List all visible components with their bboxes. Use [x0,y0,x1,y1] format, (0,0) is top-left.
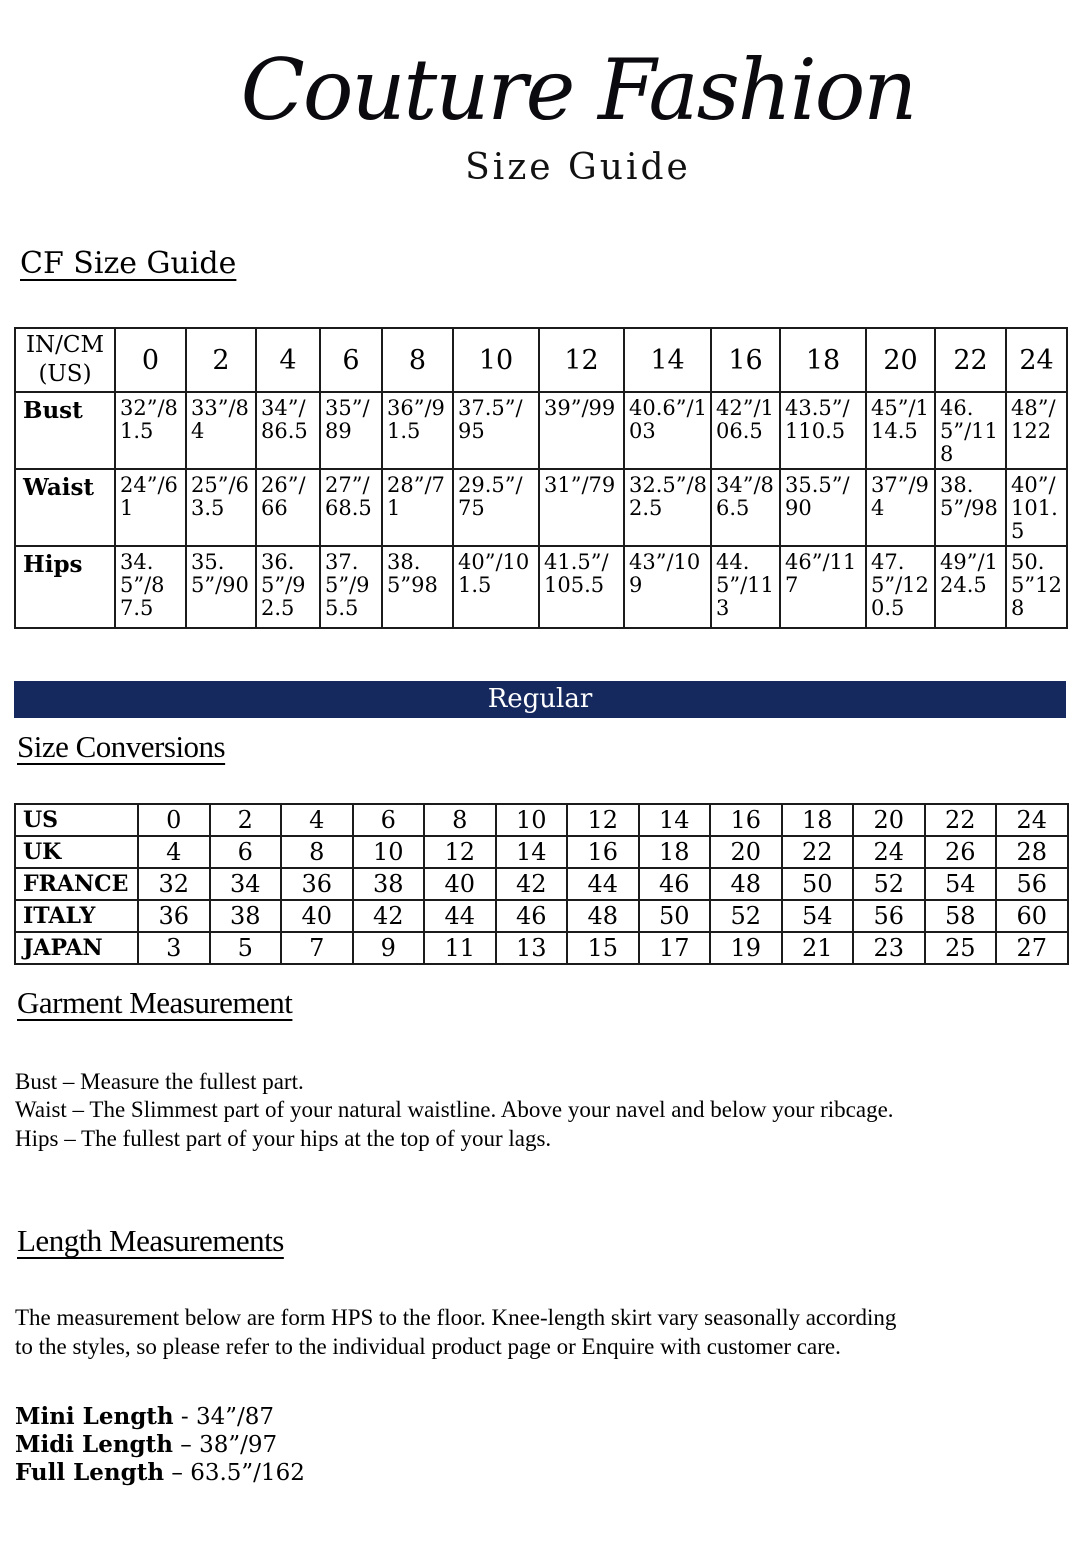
conversion-row [15,932,1068,964]
garment-measurement-lines [15,1068,1080,1154]
conversion-region-label: JAPAN [15,932,138,964]
conversion-size-cell: 42 [353,900,425,932]
measurement-value-cell: 28”/71 [382,469,453,546]
measurement-value-cell: 47.5”/120.5 [866,546,935,628]
conversion-size-cell: 17 [639,932,711,964]
conversion-size-cell: 58 [925,900,997,932]
conversion-region-label: US [15,804,138,836]
conversion-size-cell: 12 [567,804,639,836]
measurement-value-cell: 33”/84 [186,392,256,469]
measurement-value-cell: 25”/63.5 [186,469,256,546]
conversion-size-cell: 18 [782,804,854,836]
conversion-size-cell: 21 [782,932,854,964]
conversion-size-cell: 13 [496,932,568,964]
measurement-value-cell: 41.5”/105.5 [539,546,624,628]
measurement-value-cell: 42”/106.5 [711,392,780,469]
measurement-value-cell: 46.5”/118 [935,392,1006,469]
measurement-value-cell: 29.5”/75 [453,469,539,546]
brand-header [38,0,1080,188]
measurement-row-label: Waist [15,469,115,546]
length-item-value: – 63.5”/162 [164,1460,305,1487]
measurement-value-cell: 40”/101.5 [1006,469,1067,546]
conversion-size-cell: 16 [710,804,782,836]
measurement-value-cell: 36”/91.5 [382,392,453,469]
regular-banner-label: Regular [487,684,593,715]
length-paragraph-line: The measurement below are form HPS to the floor. Knee-length skirt vary seasonally according [15,1305,897,1331]
garment-measurement-line: Waist – The Slimmest part of your natural waistline. Above your navel and below your ribcage. [15,1097,894,1123]
conversion-size-cell: 7 [281,932,353,964]
brand-logo: Couture Fashion [240,41,916,139]
measurement-value-cell: 35”/89 [320,392,382,469]
measurement-row [15,392,1067,469]
measurement-value-cell: 37.5”/95 [453,392,539,469]
conversion-size-cell: 50 [782,868,854,900]
conversion-size-cell: 8 [281,836,353,868]
conversion-size-cell: 5 [210,932,282,964]
conversion-size-cell: 54 [782,900,854,932]
measurement-value-cell: 26”/66 [256,469,320,546]
conversion-region-label: FRANCE [15,868,138,900]
size-measurement-table [14,327,1068,629]
measurement-value-cell: 34.5”/87.5 [115,546,186,628]
measurement-value-cell: 32”/81.5 [115,392,186,469]
conversion-size-cell: 9 [353,932,425,964]
conversion-size-cell: 52 [710,900,782,932]
conversion-size-cell: 2 [210,804,282,836]
measurement-value-cell: 50.5”128 [1006,546,1067,628]
length-item [15,1459,1080,1487]
conversion-size-cell: 42 [496,868,568,900]
measurement-row-label: Hips [15,546,115,628]
conversion-size-cell: 32 [138,868,210,900]
conversion-size-cell: 26 [925,836,997,868]
conversion-size-cell: 4 [281,804,353,836]
measurement-value-cell: 38.5”/98 [935,469,1006,546]
conversion-size-cell: 48 [710,868,782,900]
measurement-value-cell: 38.5”98 [382,546,453,628]
conversion-size-cell: 20 [853,804,925,836]
conversion-size-cell: 52 [853,868,925,900]
conversion-size-cell: 3 [138,932,210,964]
size-column-header: 10 [453,328,539,392]
conversion-row [15,900,1068,932]
measurement-value-cell: 48”/122 [1006,392,1067,469]
measurement-value-cell: 34”/86.5 [256,392,320,469]
conversion-size-cell: 0 [138,804,210,836]
garment-measurement-line: Hips – The fullest part of your hips at the top of your lags. [15,1125,552,1151]
conversion-size-cell: 50 [639,900,711,932]
conversion-size-cell: 12 [424,836,496,868]
size-column-header: 0 [115,328,186,392]
size-column-header: 24 [1006,328,1067,392]
conversion-size-cell: 48 [567,900,639,932]
conversion-size-cell: 46 [496,900,568,932]
measurement-value-cell: 49”/124.5 [935,546,1006,628]
conversion-row [15,804,1068,836]
size-conversion-table [14,803,1069,965]
conversion-size-cell: 38 [353,868,425,900]
size-column-header: 2 [186,328,256,392]
conversion-size-cell: 24 [996,804,1068,836]
measurement-value-cell: 32.5”/82.5 [624,469,711,546]
size-table-corner-label: IN/CM (US) [15,328,115,392]
garment-measurement-heading: Garment Measurement [17,984,293,1020]
length-item-label: Full Length [15,1459,165,1487]
measurement-value-cell: 43”/109 [624,546,711,628]
cf-size-guide-heading: CF Size Guide [20,246,237,282]
conversion-row [15,836,1068,868]
conversion-size-cell: 38 [210,900,282,932]
conversion-size-cell: 23 [853,932,925,964]
conversion-size-cell: 14 [496,836,568,868]
conversion-size-cell: 28 [996,836,1068,868]
measurement-value-cell: 43.5”/110.5 [780,392,866,469]
conversion-size-cell: 6 [353,804,425,836]
conversion-size-cell: 11 [424,932,496,964]
length-item-value: - 34”/87 [173,1404,275,1431]
conversion-size-cell: 16 [567,836,639,868]
measurement-value-cell: 37.5”/95.5 [320,546,382,628]
garment-measurement-line: Bust – Measure the fullest part. [15,1068,304,1094]
size-column-header: 4 [256,328,320,392]
size-column-header: 22 [935,328,1006,392]
measurement-value-cell: 31”/79 [539,469,624,546]
measurement-value-cell: 40”/101.5 [453,546,539,628]
conversion-size-cell: 36 [281,868,353,900]
measurement-value-cell: 34”/86.5 [711,469,780,546]
conversion-size-cell: 44 [424,900,496,932]
measurement-row [15,546,1067,628]
size-column-header: 14 [624,328,711,392]
length-item-label: Midi Length [15,1431,173,1459]
conversion-size-cell: 19 [710,932,782,964]
size-column-header: 18 [780,328,866,392]
size-column-header: 6 [320,328,382,392]
size-column-header: 16 [711,328,780,392]
conversion-size-cell: 40 [281,900,353,932]
measurement-value-cell: 35.5”/90 [780,469,866,546]
length-item-value: – 38”/97 [172,1432,278,1459]
size-conversions-heading: Size Conversions [17,728,226,764]
conversion-size-cell: 56 [996,868,1068,900]
conversion-size-cell: 18 [639,836,711,868]
measurement-value-cell: 39”/99 [539,392,624,469]
conversion-size-cell: 24 [853,836,925,868]
length-item [15,1403,1080,1431]
conversion-size-cell: 46 [639,868,711,900]
conversion-region-label: ITALY [15,900,138,932]
measurement-value-cell: 24”/61 [115,469,186,546]
length-paragraph-line: to the styles, so please refer to the individual product page or Enquire with customer care. [15,1333,841,1359]
measurement-value-cell: 45”/114.5 [866,392,935,469]
measurement-value-cell: 27”/68.5 [320,469,382,546]
measurement-value-cell: 40.6”/103 [624,392,711,469]
conversion-size-cell: 44 [567,868,639,900]
size-column-header: 8 [382,328,453,392]
measurement-row [15,469,1067,546]
conversion-row [15,868,1068,900]
conversion-size-cell: 60 [996,900,1068,932]
conversion-size-cell: 27 [996,932,1068,964]
conversion-size-cell: 34 [210,868,282,900]
size-column-header: 20 [866,328,935,392]
conversion-size-cell: 15 [567,932,639,964]
conversion-size-cell: 22 [925,804,997,836]
conversion-size-cell: 8 [424,804,496,836]
size-column-header: 12 [539,328,624,392]
measurement-value-cell: 46”/117 [780,546,866,628]
length-items [15,1403,1080,1487]
conversion-size-cell: 14 [639,804,711,836]
conversion-size-cell: 10 [496,804,568,836]
conversion-size-cell: 6 [210,836,282,868]
length-item-label: Mini Length [15,1403,174,1431]
conversion-size-cell: 56 [853,900,925,932]
regular-banner [14,681,1066,718]
length-measurements-heading: Length Measurements [17,1223,284,1259]
conversion-size-cell: 20 [710,836,782,868]
measurement-row-label: Bust [15,392,115,469]
conversion-size-cell: 22 [782,836,854,868]
measurement-value-cell: 44.5”/113 [711,546,780,628]
conversion-size-cell: 10 [353,836,425,868]
length-item [15,1431,1080,1459]
brand-subtitle: Size Guide [465,147,691,189]
measurement-value-cell: 35.5”/90 [186,546,256,628]
conversion-size-cell: 36 [138,900,210,932]
conversion-size-cell: 25 [925,932,997,964]
conversion-size-cell: 54 [925,868,997,900]
conversion-size-cell: 4 [138,836,210,868]
conversion-region-label: UK [15,836,138,868]
measurement-value-cell: 36.5”/92.5 [256,546,320,628]
measurement-value-cell: 37”/94 [866,469,935,546]
conversion-size-cell: 40 [424,868,496,900]
length-measurements-paragraph [15,1304,1080,1361]
